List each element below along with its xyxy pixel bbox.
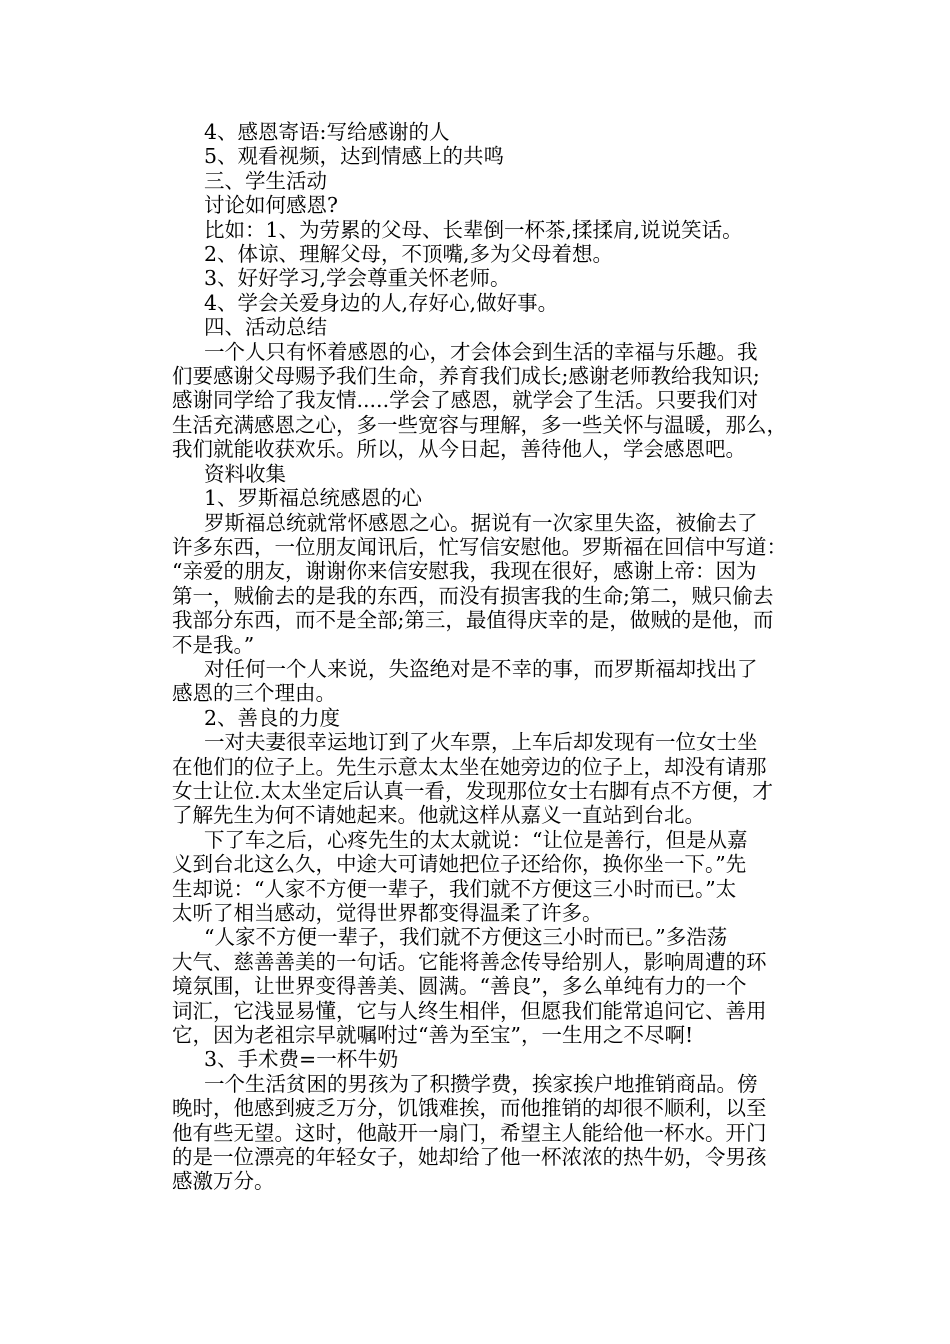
subsection-heading: 3、手术费=一杯牛奶: [204, 1047, 399, 1072]
section-heading: 三、学生活动: [204, 168, 327, 193]
paragraph-line: “人家不方便一辈子，我们就不方便这三小时而已。”多浩荡: [204, 925, 728, 950]
paragraph-line: 们要感谢父母赐予我们生命，养育我们成长;感谢老师教给我知识;: [172, 364, 760, 389]
list-item: 5、观看视频，达到情感上的共鸣: [204, 144, 505, 169]
paragraph-line: 感恩的三个理由。: [172, 681, 336, 706]
paragraph-line: 一个人只有怀着感恩的心，才会体会到生活的幸福与乐趣。我: [204, 339, 758, 364]
paragraph-line: 太听了相当感动，觉得世界都变得温柔了许多。: [172, 901, 603, 925]
paragraph-line: 许多东西，一位朋友闻讯后，忙写信安慰他。罗斯福在回信中写道：: [172, 534, 787, 559]
paragraph-line: “亲爱的朋友，谢谢你来信安慰我，我现在很好，感谢上帝：因为: [172, 559, 757, 584]
paragraph-line: 晚时，他感到疲乏万分，饥饿难挨，而他推销的却很不顺利，以至: [172, 1096, 767, 1121]
subsection-heading: 1、罗斯福总统感恩的心: [204, 486, 423, 511]
paragraph-line: 大气、慈善善美的一句话。它能将善念传导给别人，影响周遭的环: [172, 949, 767, 974]
paragraph-line: 感谢同学给了我友情.....学会了感恩，就学会了生活。只要我们对: [172, 388, 759, 413]
paragraph-line: 生活充满感恩之心，多一些宽容与理解，多一些关怀与温暖，那么，: [172, 412, 787, 437]
paragraph-line: 境氛围，让世界变得善美、圆满。“善良”，多么单纯有力的一个: [172, 974, 747, 999]
paragraph-line: 下了车之后，心疼先生的太太就说：“让位是善行，但是从嘉: [204, 827, 748, 852]
paragraph-line: 他有些无望。这时，他敲开一扇门，希望主人能给他一杯水。开门: [172, 1120, 767, 1145]
paragraph-line: 了解先生为何不请她起来。他就这样从嘉义一直站到台北。: [172, 803, 705, 828]
paragraph-line: 女士让位.太太坐定后认真一看，发现那位女士右脚有点不方便，才: [172, 778, 774, 803]
list-item: 4、学会关爱身边的人,存好心,做好事。: [204, 290, 559, 315]
list-item: 比如：1、为劳累的父母、长辈倒一杯茶,揉揉肩,说说笑话。: [204, 217, 743, 242]
paragraph-line: 生却说：“人家不方便一辈子，我们就不方便这三小时而已。”太: [172, 876, 737, 901]
paragraph-line: 的是一位漂亮的年轻女子，她却给了他一杯浓浓的热牛奶，令男孩: [172, 1145, 767, 1170]
paragraph-line: 一个生活贫困的男孩为了积攒学费，挨家挨户地推销商品。傍: [204, 1071, 758, 1096]
subsection-heading: 2、善良的力度: [204, 705, 341, 730]
paragraph-line: 在他们的位子上。先生示意太太坐在她旁边的位子上，却没有请那: [172, 754, 767, 779]
paragraph-line: 义到台北这么久，中途大可请她把位子还给你，换你坐一下。”先: [172, 852, 747, 877]
paragraph-line: 词汇，它浅显易懂，它与人终生相伴，但愿我们能常追问它、善用: [172, 998, 767, 1023]
section-heading: 资料收集: [204, 461, 286, 486]
paragraph-line: 不是我。”: [172, 632, 255, 657]
section-heading: 四、活动总结: [204, 315, 327, 340]
list-item: 3、好好学习,学会尊重关怀老师。: [204, 266, 511, 291]
list-item: 2、体谅、理解父母，不顶嘴,多为父母着想。: [204, 242, 614, 267]
paragraph-line: 它，因为老祖宗早就嘱咐过“善为至宝”，一生用之不尽啊!: [172, 1023, 694, 1048]
paragraph-line: 第一，贼偷去的是我的东西，而没有损害我的生命;第二，贼只偷去: [172, 583, 774, 608]
paragraph-line: 一对夫妻很幸运地订到了火车票，上车后却发现有一位女士坐: [204, 730, 758, 755]
paragraph-line: 对任何一个人来说，失盗绝对是不幸的事，而罗斯福却找出了: [204, 656, 758, 681]
paragraph-line: 罗斯福总统就常怀感恩之心。据说有一次家里失盗，被偷去了: [204, 510, 758, 535]
paragraph-line: 讨论如何感恩?: [204, 193, 338, 218]
paragraph-line: 感激万分。: [172, 1169, 275, 1194]
list-item: 4、感恩寄语:写给感谢的人: [204, 120, 450, 144]
paragraph-line: 我部分东西，而不是全部;第三，最值得庆幸的是，做贼的是他，而: [172, 608, 774, 633]
document-body: [172, 120, 832, 1194]
paragraph-line: 我们就能收获欢乐。所以，从今日起，善待他人，学会感恩吧。: [172, 437, 746, 462]
